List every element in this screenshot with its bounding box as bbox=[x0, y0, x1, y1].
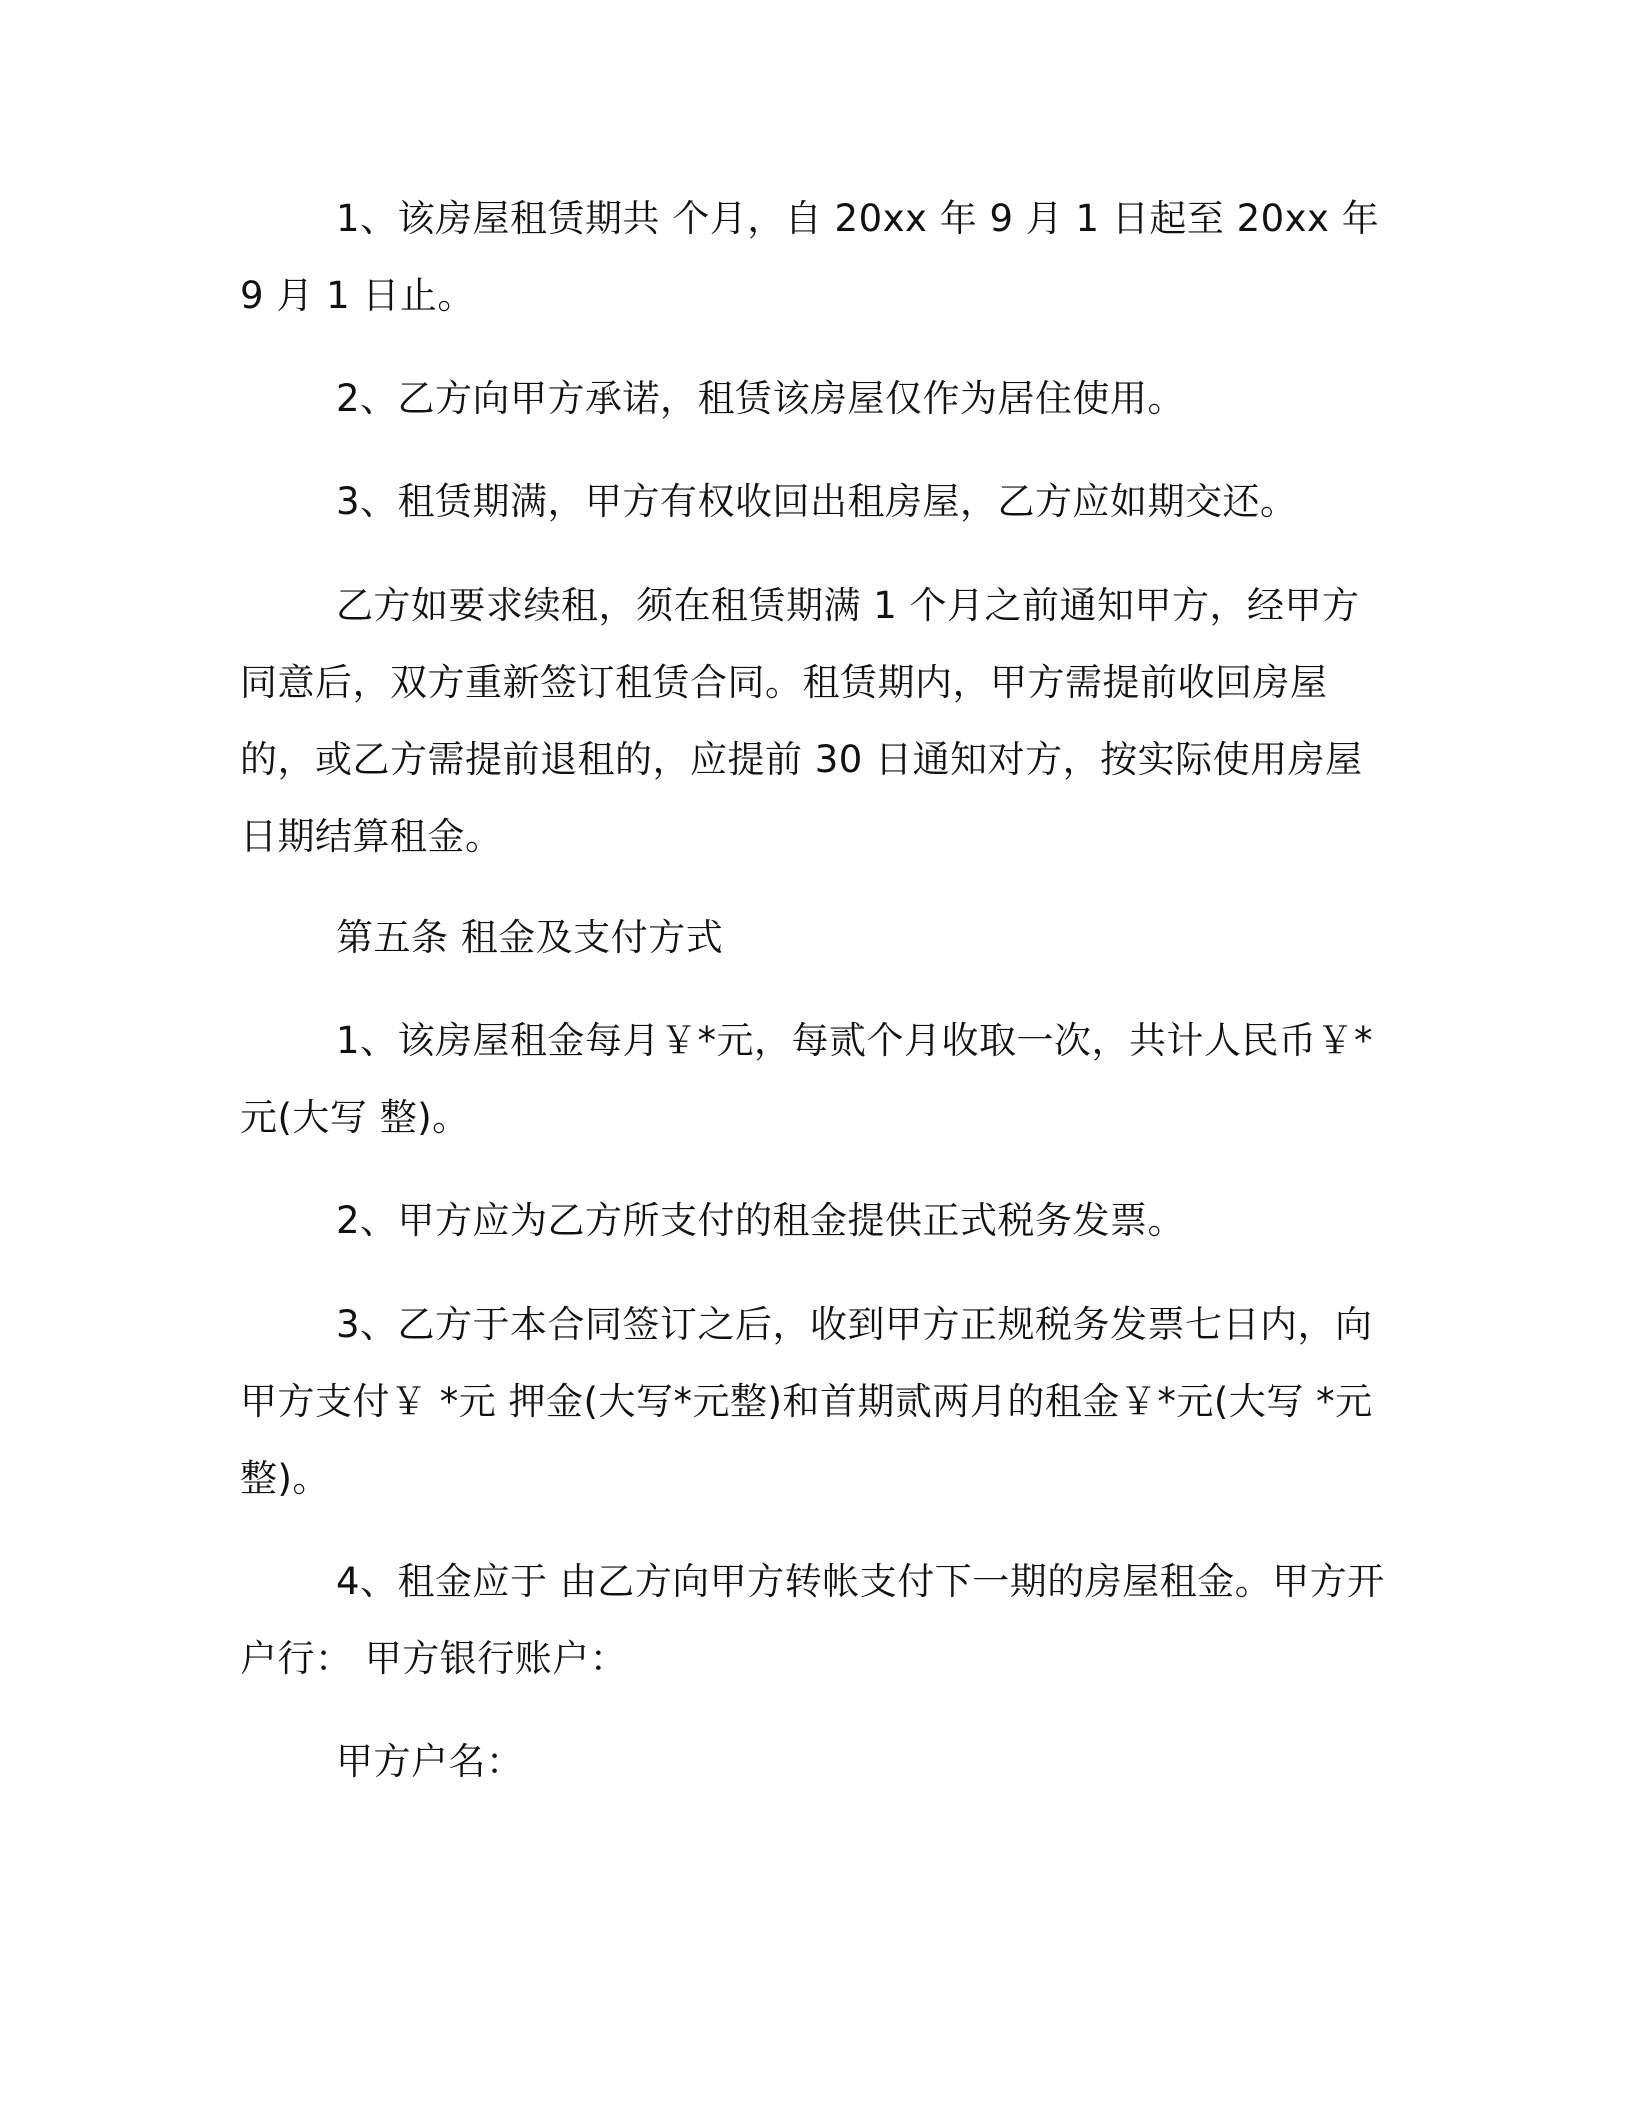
deposit-clause: 3、乙方于本合同签订之后，收到甲方正规税务发票七日内，向甲方支付￥ *元 押金(大写*元整)和首期贰两月的租金￥*元(大写 *元整)。 bbox=[240, 1303, 1373, 1500]
payment-transfer-clause: 4、租金应于 由乙方向甲方转帐支付下一期的房屋租金。甲方开户行： 甲方银行账户： bbox=[240, 1560, 1385, 1680]
lease-term-clause: 1、该房屋租赁期共 个月，自 20xx 年 9 月 1 日起至 20xx 年 9 月 1 日止。 bbox=[240, 197, 1380, 317]
rent-amount-clause: 1、该房屋租金每月￥*元，每贰个月收取一次，共计人民币￥*元(大写 整)。 bbox=[240, 1019, 1374, 1139]
account-name-line: 甲方户名： bbox=[336, 1740, 524, 1783]
invoice-clause: 2、甲方应为乙方所支付的租金提供正式税务发票。 bbox=[336, 1199, 1186, 1242]
lease-expiry-clause: 3、租赁期满，甲方有权收回出租房屋，乙方应如期交还。 bbox=[336, 480, 1298, 523]
residential-use-clause: 2、乙方向甲方承诺，租赁该房屋仅作为居住使用。 bbox=[336, 377, 1186, 420]
renewal-clause: 乙方如要求续租，须在租赁期满 1 个月之前通知甲方，经甲方同意后，双方重新签订租赁合同。租赁期内，甲方需提前收回房屋的，或乙方需提前退租的，应提前 30 日通知对方，按实际使用房屋日期结算租金。 bbox=[240, 584, 1363, 858]
section-heading: 第五条 租金及支付方式 bbox=[336, 916, 724, 959]
